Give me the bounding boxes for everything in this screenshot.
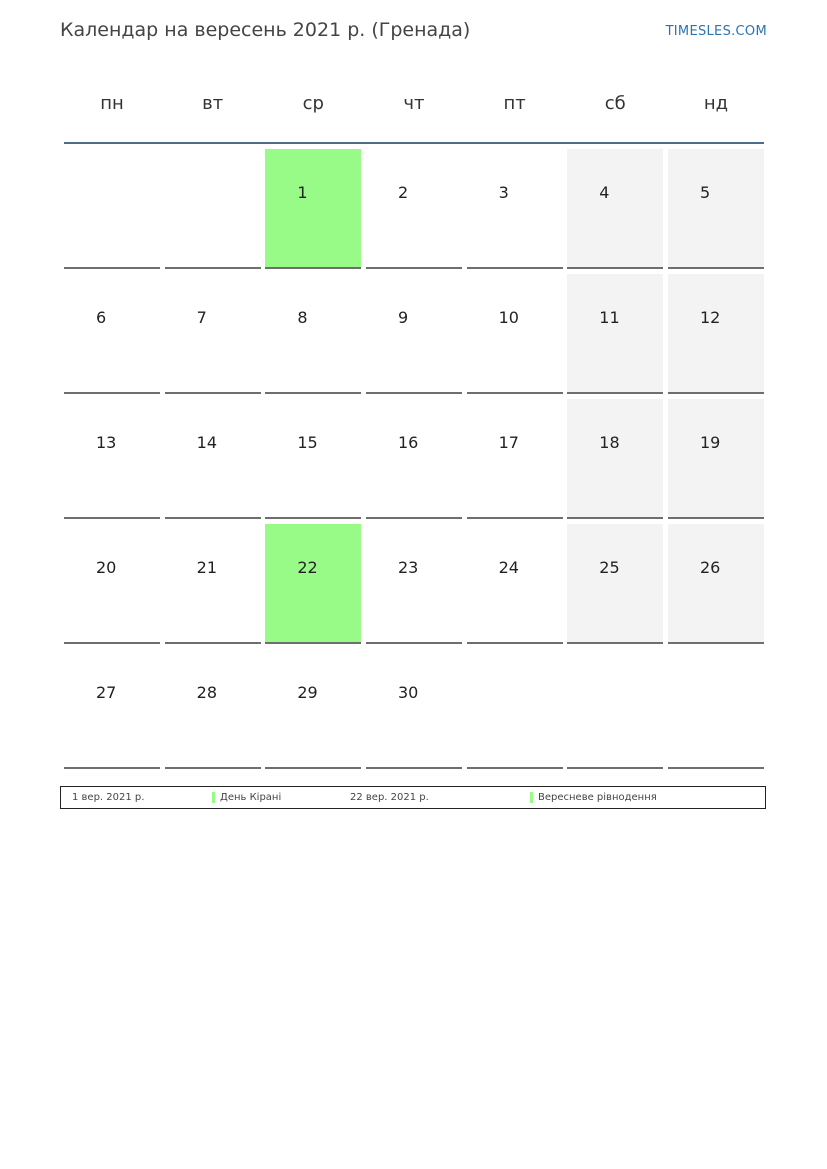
- day-cell: [668, 149, 764, 269]
- day-cell: [567, 274, 663, 394]
- weekday-sat: сб: [604, 93, 626, 114]
- day-number: 18: [599, 433, 620, 452]
- day-cell: [366, 274, 462, 394]
- day-cell: [265, 524, 361, 644]
- day-number: 10: [498, 308, 519, 327]
- day-number: 16: [397, 433, 419, 452]
- day-number: 21: [196, 558, 218, 577]
- weekday-sun: нд: [703, 93, 729, 114]
- weekday-wed: ср: [302, 93, 324, 114]
- weekday-mon: пн: [100, 93, 124, 114]
- day-cell: [366, 649, 462, 769]
- day-cell: [165, 399, 261, 519]
- weekday-header-row: [64, 90, 764, 120]
- day-number: 8: [297, 308, 308, 327]
- day-number: 9: [397, 308, 409, 327]
- brand-link[interactable]: TIMESLES.COM: [665, 24, 767, 39]
- day-cell: [64, 399, 160, 519]
- day-cell: [467, 399, 563, 519]
- holiday-swatch: [212, 792, 215, 803]
- day-cell: [165, 524, 261, 644]
- day-cell: [64, 274, 160, 394]
- day-number: 14: [196, 433, 218, 452]
- day-cell: [366, 149, 462, 269]
- day-number: 24: [498, 558, 519, 577]
- day-cell: [265, 274, 361, 394]
- day-number: 30: [397, 683, 419, 702]
- day-number: 20: [96, 558, 117, 577]
- day-number: 29: [297, 683, 318, 702]
- day-cell: [567, 149, 663, 269]
- day-number: 7: [196, 308, 207, 327]
- day-cell: [467, 149, 563, 269]
- header-divider: [64, 142, 764, 144]
- day-cell: [668, 649, 764, 769]
- day-cell: [668, 524, 764, 644]
- day-cell: [64, 524, 160, 644]
- day-number: 4: [599, 183, 610, 202]
- day-number: 17: [498, 433, 519, 452]
- weekday-thu: чт: [403, 93, 425, 114]
- day-cell: [366, 399, 462, 519]
- legend-holiday-name: День Кірані: [220, 792, 282, 803]
- day-number: 3: [498, 183, 509, 202]
- day-number: 6: [96, 308, 107, 327]
- day-cell: [668, 274, 764, 394]
- day-number: 26: [699, 558, 721, 577]
- legend-date: 1 вер. 2021 р.: [72, 792, 145, 803]
- day-number: 13: [96, 433, 117, 452]
- holiday-swatch: [530, 792, 533, 803]
- day-cell: [567, 649, 663, 769]
- holiday-legend: [60, 786, 766, 809]
- day-cell: [265, 149, 361, 269]
- day-cell: [567, 399, 663, 519]
- calendar-grid: [64, 149, 764, 769]
- weekday-tue: вт: [202, 93, 224, 114]
- day-cell: [467, 274, 563, 394]
- day-cell: [165, 149, 261, 269]
- day-number: 5: [699, 183, 711, 202]
- day-cell: [366, 524, 462, 644]
- day-cell: [165, 274, 261, 394]
- day-number: 2: [397, 183, 409, 202]
- legend-holiday-name: Вересневе рівнодення: [538, 792, 657, 803]
- day-number: 12: [699, 308, 721, 327]
- day-number: 23: [397, 558, 419, 577]
- day-number: 19: [699, 433, 721, 452]
- day-cell: [467, 649, 563, 769]
- day-number: 27: [96, 683, 117, 702]
- page-title: Календар на вересень 2021 р. (Гренада): [60, 19, 471, 41]
- day-cell: [467, 524, 563, 644]
- day-cell: [668, 399, 764, 519]
- day-cell: [567, 524, 663, 644]
- day-cell: [64, 649, 160, 769]
- day-number: 28: [196, 683, 218, 702]
- day-number: 25: [599, 558, 620, 577]
- day-number: 15: [297, 433, 318, 452]
- day-number: 22: [297, 558, 318, 577]
- day-cell: [64, 149, 160, 269]
- day-number: 1: [297, 183, 308, 202]
- weekday-fri: пт: [503, 93, 526, 114]
- day-cell: [165, 649, 261, 769]
- day-cell: [265, 399, 361, 519]
- day-cell: [265, 649, 361, 769]
- day-number: 11: [599, 308, 620, 327]
- legend-date: 22 вер. 2021 р.: [350, 792, 429, 803]
